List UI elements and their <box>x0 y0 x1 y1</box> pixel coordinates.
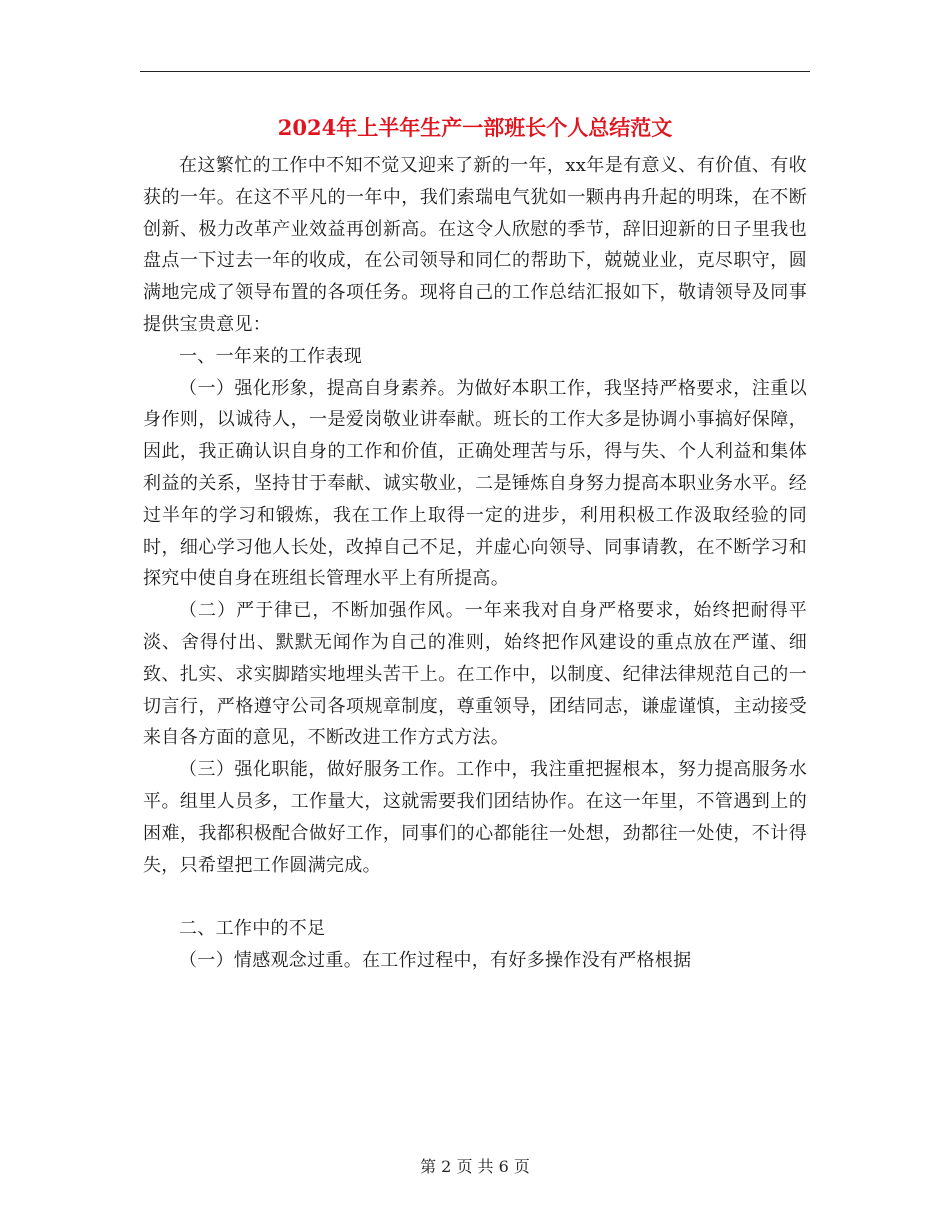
intro-paragraph: 在这繁忙的工作中不知不觉又迎来了新的一年，xx年是有意义、有价值、有收获的一年。在这不平凡的一年中，我们索瑞电气犹如一颗冉冉升起的明珠，在不断创新、极力改革产业效益再创新高。在这令人欣慰的季节，辞旧迎新的日子里我也盘点一下过去一年的收成，在公司领导和同仁的帮助下，兢兢业业，克尽职守，圆满地完成了领导布置的各项任务。现将自己的工作总结汇报如下，敬请领导及同事提供宝贵意见： <box>143 155 807 335</box>
section1-paragraph-1: （一）强化形象，提高自身素养。为做好本职工作，我坚持严格要求，注重以身作则，以诚待人，一是爱岗敬业讲奉献。班长的工作大多是协调小事搞好保障，因此，我正确认识自身的工作和价值，正确处理苦与乐，得与失、个人利益和集体利益的关系，坚持甘于奉献、诚实敬业，二是锤炼自身努力提高本职业务水平。经过半年的学习和锻炼，我在工作上取得一定的进步，利用积极工作汲取经验的同时，细心学习他人长处，改掉自己不足，并虚心向领导、同事请教，在不断学习和探究中使自身在班组长管理水平上有所提高。 <box>143 377 807 590</box>
paragraph-spacer <box>143 881 807 913</box>
page-number: 第 2 页 共 6 页 <box>420 1157 530 1176</box>
section1-paragraph-3: （三）强化职能，做好服务工作。工作中，我注重把握根本，努力提高服务水平。组里人员多，工作量大，这就需要我们团结协作。在这一年里，不管遇到上的困难，我都积极配合做好工作，同事们的心都能往一处想，劲都往一处使，不计得失，只希望把工作圆满完成。 <box>143 759 807 876</box>
header-rule <box>140 71 810 72</box>
section1-paragraph-2: （二）严于律已，不断加强作风。一年来我对自身严格要求，始终把耐得平淡、舍得付出、默默无闻作为自己的准则，始终把作风建设的重点放在严谨、细致、扎实、求实脚踏实地埋头苦干上。在工作中，以制度、纪律法律规范自己的一切言行，严格遵守公司各项规章制度，尊重领导，团结同志，谦虚谨慎，主动接受来自各方面的意见，不断改进工作方式方法。 <box>143 600 807 749</box>
section2-paragraph-1: （一）情感观念过重。在工作过程中，有好多操作没有严格根据 <box>179 949 692 971</box>
section-heading-2: 二、工作中的不足 <box>179 918 326 940</box>
document-title: 2024年上半年生产一部班长个人总结范文 <box>277 115 673 140</box>
document-body <box>143 150 807 977</box>
section-heading-1: 一、一年来的工作表现 <box>179 345 362 367</box>
